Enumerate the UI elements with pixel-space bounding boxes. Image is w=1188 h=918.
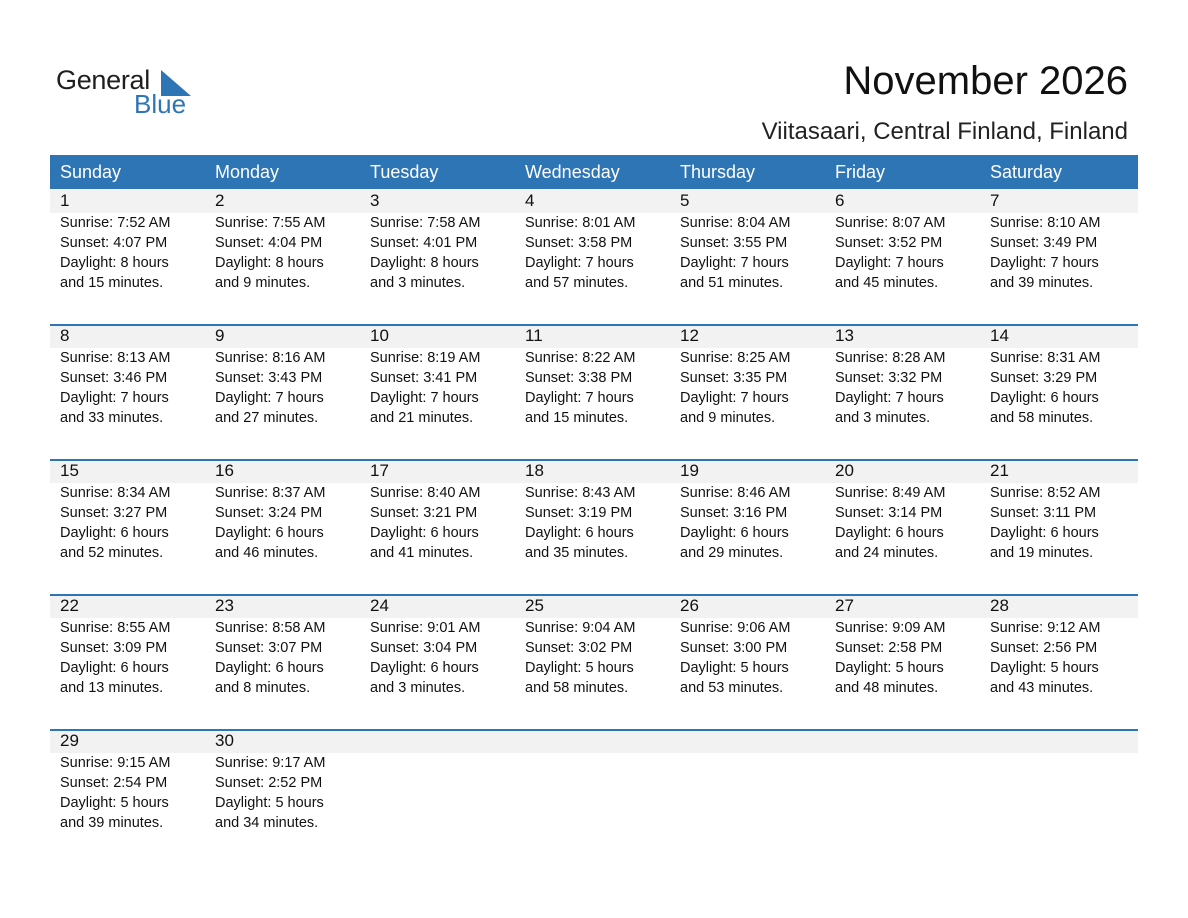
day-number: 1 bbox=[60, 191, 70, 210]
daylight-text: Daylight: 7 hours bbox=[990, 255, 1099, 271]
sunset-text: Sunset: 3:46 PM bbox=[60, 370, 168, 386]
day-number: 27 bbox=[835, 596, 854, 615]
day-number: 10 bbox=[370, 326, 389, 345]
day-cell bbox=[825, 459, 980, 563]
day-cell bbox=[360, 729, 515, 833]
daylight-minutes-text: and 52 minutes. bbox=[60, 545, 164, 561]
sunrise-text: Sunrise: 7:52 AM bbox=[60, 215, 171, 231]
day-cell bbox=[515, 189, 670, 293]
day-number: 16 bbox=[215, 461, 234, 480]
day-number: 13 bbox=[835, 326, 854, 345]
sunset-text: Sunset: 3:21 PM bbox=[370, 505, 478, 521]
sunrise-text: Sunrise: 9:12 AM bbox=[990, 620, 1101, 636]
day-cell bbox=[205, 459, 360, 563]
sunset-text: Sunset: 4:01 PM bbox=[370, 235, 478, 251]
logo-text-blue: Blue bbox=[134, 89, 187, 119]
daylight-text: Daylight: 6 hours bbox=[835, 525, 944, 541]
daylight-minutes-text: and 48 minutes. bbox=[835, 680, 939, 696]
sunrise-text: Sunrise: 9:15 AM bbox=[60, 755, 171, 771]
daylight-minutes-text: and 8 minutes. bbox=[215, 680, 311, 696]
sunset-text: Sunset: 3:16 PM bbox=[680, 505, 788, 521]
sunset-text: Sunset: 3:32 PM bbox=[835, 370, 943, 386]
daylight-text: Daylight: 5 hours bbox=[215, 795, 324, 811]
daylight-minutes-text: and 29 minutes. bbox=[680, 545, 784, 561]
sunrise-text: Sunrise: 8:40 AM bbox=[370, 485, 481, 501]
day-number: 22 bbox=[60, 596, 79, 615]
week-days bbox=[50, 594, 1138, 698]
day-cell bbox=[50, 729, 205, 833]
daylight-minutes-text: and 33 minutes. bbox=[60, 410, 164, 426]
daylight-text: Daylight: 6 hours bbox=[990, 525, 1099, 541]
day-cell bbox=[825, 729, 980, 833]
sunrise-text: Sunrise: 8:19 AM bbox=[370, 350, 481, 366]
sunset-text: Sunset: 3:35 PM bbox=[680, 370, 788, 386]
day-cell bbox=[670, 729, 825, 833]
sunrise-text: Sunrise: 8:13 AM bbox=[60, 350, 171, 366]
daylight-text: Daylight: 8 hours bbox=[60, 255, 169, 271]
day-cell bbox=[825, 189, 980, 293]
sunset-text: Sunset: 3:07 PM bbox=[215, 640, 323, 656]
daylight-text: Daylight: 6 hours bbox=[215, 525, 324, 541]
daylight-minutes-text: and 24 minutes. bbox=[835, 545, 939, 561]
sunrise-text: Sunrise: 8:10 AM bbox=[990, 215, 1101, 231]
daylight-minutes-text: and 21 minutes. bbox=[370, 410, 474, 426]
sunrise-text: Sunrise: 9:06 AM bbox=[680, 620, 791, 636]
daylight-text: Daylight: 7 hours bbox=[525, 390, 634, 406]
day-cell bbox=[515, 729, 670, 833]
daylight-minutes-text: and 9 minutes. bbox=[215, 275, 311, 291]
week-row bbox=[50, 729, 1138, 864]
sunset-text: Sunset: 3:41 PM bbox=[370, 370, 478, 386]
weekday-wednesday: Wednesday bbox=[525, 162, 620, 182]
day-number: 28 bbox=[990, 596, 1009, 615]
sunrise-text: Sunrise: 8:43 AM bbox=[525, 485, 636, 501]
logo-text-general: General bbox=[56, 65, 150, 95]
daylight-minutes-text: and 9 minutes. bbox=[680, 410, 776, 426]
sunset-text: Sunset: 3:11 PM bbox=[990, 505, 1097, 521]
daylight-text: Daylight: 5 hours bbox=[680, 660, 789, 676]
daylight-minutes-text: and 45 minutes. bbox=[835, 275, 939, 291]
sunrise-text: Sunrise: 9:01 AM bbox=[370, 620, 481, 636]
daylight-text: Daylight: 5 hours bbox=[990, 660, 1099, 676]
daylight-minutes-text: and 15 minutes. bbox=[60, 275, 164, 291]
daylight-text: Daylight: 8 hours bbox=[370, 255, 479, 271]
daylight-minutes-text: and 13 minutes. bbox=[60, 680, 164, 696]
sunset-text: Sunset: 3:29 PM bbox=[990, 370, 1098, 386]
day-cell bbox=[360, 459, 515, 563]
day-cell bbox=[360, 594, 515, 698]
sunset-text: Sunset: 3:52 PM bbox=[835, 235, 943, 251]
sunset-text: Sunset: 2:56 PM bbox=[990, 640, 1098, 656]
daylight-text: Daylight: 6 hours bbox=[60, 660, 169, 676]
sunrise-text: Sunrise: 8:28 AM bbox=[835, 350, 946, 366]
day-number bbox=[680, 729, 825, 753]
sunrise-text: Sunrise: 8:52 AM bbox=[990, 485, 1101, 501]
day-cell bbox=[670, 189, 825, 293]
day-cell bbox=[980, 189, 1138, 293]
daylight-minutes-text: and 35 minutes. bbox=[525, 545, 629, 561]
day-cell bbox=[670, 459, 825, 563]
weekday-monday: Monday bbox=[215, 162, 280, 182]
day-number: 26 bbox=[680, 596, 699, 615]
week-days bbox=[50, 729, 1138, 833]
day-cell bbox=[980, 459, 1138, 563]
sunset-text: Sunset: 2:52 PM bbox=[215, 775, 323, 791]
sunrise-text: Sunrise: 7:55 AM bbox=[215, 215, 326, 231]
sunset-text: Sunset: 3:00 PM bbox=[680, 640, 788, 656]
daylight-minutes-text: and 57 minutes. bbox=[525, 275, 629, 291]
sunset-text: Sunset: 3:19 PM bbox=[525, 505, 633, 521]
sunrise-text: Sunrise: 8:46 AM bbox=[680, 485, 791, 501]
daylight-text: Daylight: 6 hours bbox=[370, 660, 479, 676]
day-cell bbox=[980, 729, 1138, 833]
daylight-text: Daylight: 7 hours bbox=[525, 255, 634, 271]
daylight-text: Daylight: 6 hours bbox=[525, 525, 634, 541]
sunset-text: Sunset: 4:04 PM bbox=[215, 235, 323, 251]
day-cell bbox=[50, 459, 205, 563]
weekday-sunday: Sunday bbox=[60, 162, 122, 182]
day-number: 24 bbox=[370, 596, 389, 615]
sunrise-text: Sunrise: 8:55 AM bbox=[60, 620, 171, 636]
day-cell bbox=[825, 594, 980, 698]
week-days bbox=[50, 189, 1138, 293]
day-number: 17 bbox=[370, 461, 389, 480]
page-title: November 2026 bbox=[843, 59, 1128, 103]
sunset-text: Sunset: 3:02 PM bbox=[525, 640, 633, 656]
day-number: 19 bbox=[680, 461, 699, 480]
day-number: 15 bbox=[60, 461, 79, 480]
day-number: 20 bbox=[835, 461, 854, 480]
daylight-text: Daylight: 7 hours bbox=[60, 390, 169, 406]
day-number: 11 bbox=[525, 326, 543, 345]
day-cell bbox=[50, 324, 205, 428]
day-cell bbox=[205, 594, 360, 698]
day-number: 5 bbox=[680, 191, 690, 210]
daylight-text: Daylight: 6 hours bbox=[215, 660, 324, 676]
day-number: 30 bbox=[215, 731, 234, 750]
sunrise-text: Sunrise: 9:17 AM bbox=[215, 755, 326, 771]
day-number bbox=[525, 729, 670, 753]
sunset-text: Sunset: 3:14 PM bbox=[835, 505, 943, 521]
daylight-minutes-text: and 58 minutes. bbox=[990, 410, 1094, 426]
day-number: 3 bbox=[370, 191, 380, 210]
sunrise-text: Sunrise: 8:25 AM bbox=[680, 350, 791, 366]
sunset-text: Sunset: 3:09 PM bbox=[60, 640, 168, 656]
day-number: 25 bbox=[525, 596, 544, 615]
day-number bbox=[370, 729, 515, 753]
weekday-tuesday: Tuesday bbox=[370, 162, 439, 182]
day-cell bbox=[50, 594, 205, 698]
day-cell bbox=[205, 189, 360, 293]
daylight-minutes-text: and 3 minutes. bbox=[370, 680, 466, 696]
daylight-minutes-text: and 58 minutes. bbox=[525, 680, 629, 696]
day-number: 18 bbox=[525, 461, 544, 480]
sunrise-text: Sunrise: 8:07 AM bbox=[835, 215, 946, 231]
day-cell bbox=[205, 324, 360, 428]
daylight-text: Daylight: 6 hours bbox=[370, 525, 479, 541]
sunrise-text: Sunrise: 8:58 AM bbox=[215, 620, 326, 636]
day-cell bbox=[980, 324, 1138, 428]
weekday-header bbox=[50, 155, 1138, 189]
day-number bbox=[835, 729, 980, 753]
sunrise-text: Sunrise: 8:01 AM bbox=[525, 215, 636, 231]
sunrise-text: Sunrise: 8:37 AM bbox=[215, 485, 326, 501]
daylight-text: Daylight: 5 hours bbox=[835, 660, 944, 676]
weeks-container bbox=[50, 189, 1138, 864]
day-number: 21 bbox=[990, 461, 1009, 480]
daylight-minutes-text: and 3 minutes. bbox=[370, 275, 466, 291]
day-cell bbox=[205, 729, 360, 833]
sunrise-text: Sunrise: 9:04 AM bbox=[525, 620, 636, 636]
week-row bbox=[50, 459, 1138, 594]
weekday-thursday: Thursday bbox=[680, 162, 756, 182]
daylight-text: Daylight: 7 hours bbox=[680, 255, 789, 271]
day-number: 14 bbox=[990, 326, 1009, 345]
daylight-text: Daylight: 7 hours bbox=[835, 255, 944, 271]
daylight-text: Daylight: 7 hours bbox=[370, 390, 479, 406]
daylight-minutes-text: and 27 minutes. bbox=[215, 410, 319, 426]
sunrise-text: Sunrise: 8:31 AM bbox=[990, 350, 1101, 366]
daylight-text: Daylight: 7 hours bbox=[835, 390, 944, 406]
week-row bbox=[50, 324, 1138, 459]
daylight-minutes-text: and 3 minutes. bbox=[835, 410, 931, 426]
daylight-text: Daylight: 8 hours bbox=[215, 255, 324, 271]
sunset-text: Sunset: 2:58 PM bbox=[835, 640, 943, 656]
day-number: 9 bbox=[215, 326, 225, 345]
daylight-text: Daylight: 5 hours bbox=[60, 795, 169, 811]
day-number: 4 bbox=[525, 191, 535, 210]
day-cell bbox=[515, 594, 670, 698]
daylight-minutes-text: and 46 minutes. bbox=[215, 545, 319, 561]
daylight-text: Daylight: 7 hours bbox=[215, 390, 324, 406]
daylight-minutes-text: and 51 minutes. bbox=[680, 275, 784, 291]
day-number: 29 bbox=[60, 731, 79, 750]
daylight-text: Daylight: 7 hours bbox=[680, 390, 789, 406]
sunset-text: Sunset: 3:04 PM bbox=[370, 640, 478, 656]
day-cell bbox=[515, 459, 670, 563]
day-cell bbox=[825, 324, 980, 428]
sunrise-text: Sunrise: 7:58 AM bbox=[370, 215, 481, 231]
daylight-text: Daylight: 6 hours bbox=[60, 525, 169, 541]
location-subtitle: Viitasaari, Central Finland, Finland bbox=[761, 118, 1128, 145]
daylight-minutes-text: and 34 minutes. bbox=[215, 815, 319, 831]
sunset-text: Sunset: 3:49 PM bbox=[990, 235, 1098, 251]
daylight-minutes-text: and 15 minutes. bbox=[525, 410, 629, 426]
sunrise-text: Sunrise: 8:22 AM bbox=[525, 350, 636, 366]
day-number: 6 bbox=[835, 191, 845, 210]
sunrise-text: Sunrise: 8:49 AM bbox=[835, 485, 946, 501]
sunrise-text: Sunrise: 9:09 AM bbox=[835, 620, 946, 636]
sunrise-text: Sunrise: 8:34 AM bbox=[60, 485, 171, 501]
daylight-minutes-text: and 19 minutes. bbox=[990, 545, 1094, 561]
day-cell bbox=[360, 324, 515, 428]
sunset-text: Sunset: 3:43 PM bbox=[215, 370, 323, 386]
daylight-minutes-text: and 43 minutes. bbox=[990, 680, 1094, 696]
day-number bbox=[990, 729, 1138, 753]
day-number: 12 bbox=[680, 326, 699, 345]
sunrise-text: Sunrise: 8:16 AM bbox=[215, 350, 326, 366]
daylight-minutes-text: and 53 minutes. bbox=[680, 680, 784, 696]
day-number: 8 bbox=[60, 326, 70, 345]
daylight-text: Daylight: 6 hours bbox=[990, 390, 1099, 406]
sunset-text: Sunset: 2:54 PM bbox=[60, 775, 168, 791]
day-cell bbox=[515, 324, 670, 428]
day-number: 7 bbox=[990, 191, 1000, 210]
sunset-text: Sunset: 3:24 PM bbox=[215, 505, 323, 521]
day-number: 23 bbox=[215, 596, 234, 615]
sunrise-text: Sunrise: 8:04 AM bbox=[680, 215, 791, 231]
day-cell bbox=[980, 594, 1138, 698]
day-cell bbox=[670, 324, 825, 428]
week-row bbox=[50, 189, 1138, 324]
day-cell bbox=[360, 189, 515, 293]
weekday-saturday: Saturday bbox=[990, 162, 1063, 182]
calendar-grid bbox=[50, 155, 1138, 864]
day-cell bbox=[50, 189, 205, 293]
week-row bbox=[50, 594, 1138, 729]
day-number: 2 bbox=[215, 191, 225, 210]
daylight-text: Daylight: 5 hours bbox=[525, 660, 634, 676]
weekday-friday: Friday bbox=[835, 162, 886, 182]
sunset-text: Sunset: 3:55 PM bbox=[680, 235, 788, 251]
week-days bbox=[50, 324, 1138, 428]
daylight-minutes-text: and 41 minutes. bbox=[370, 545, 474, 561]
sunset-text: Sunset: 3:27 PM bbox=[60, 505, 168, 521]
day-cell bbox=[670, 594, 825, 698]
daylight-minutes-text: and 39 minutes. bbox=[990, 275, 1094, 291]
generalblue-logo bbox=[56, 64, 206, 120]
sunset-text: Sunset: 3:38 PM bbox=[525, 370, 633, 386]
sunset-text: Sunset: 3:58 PM bbox=[525, 235, 633, 251]
week-days bbox=[50, 459, 1138, 563]
daylight-text: Daylight: 6 hours bbox=[680, 525, 789, 541]
daylight-minutes-text: and 39 minutes. bbox=[60, 815, 164, 831]
sunset-text: Sunset: 4:07 PM bbox=[60, 235, 168, 251]
